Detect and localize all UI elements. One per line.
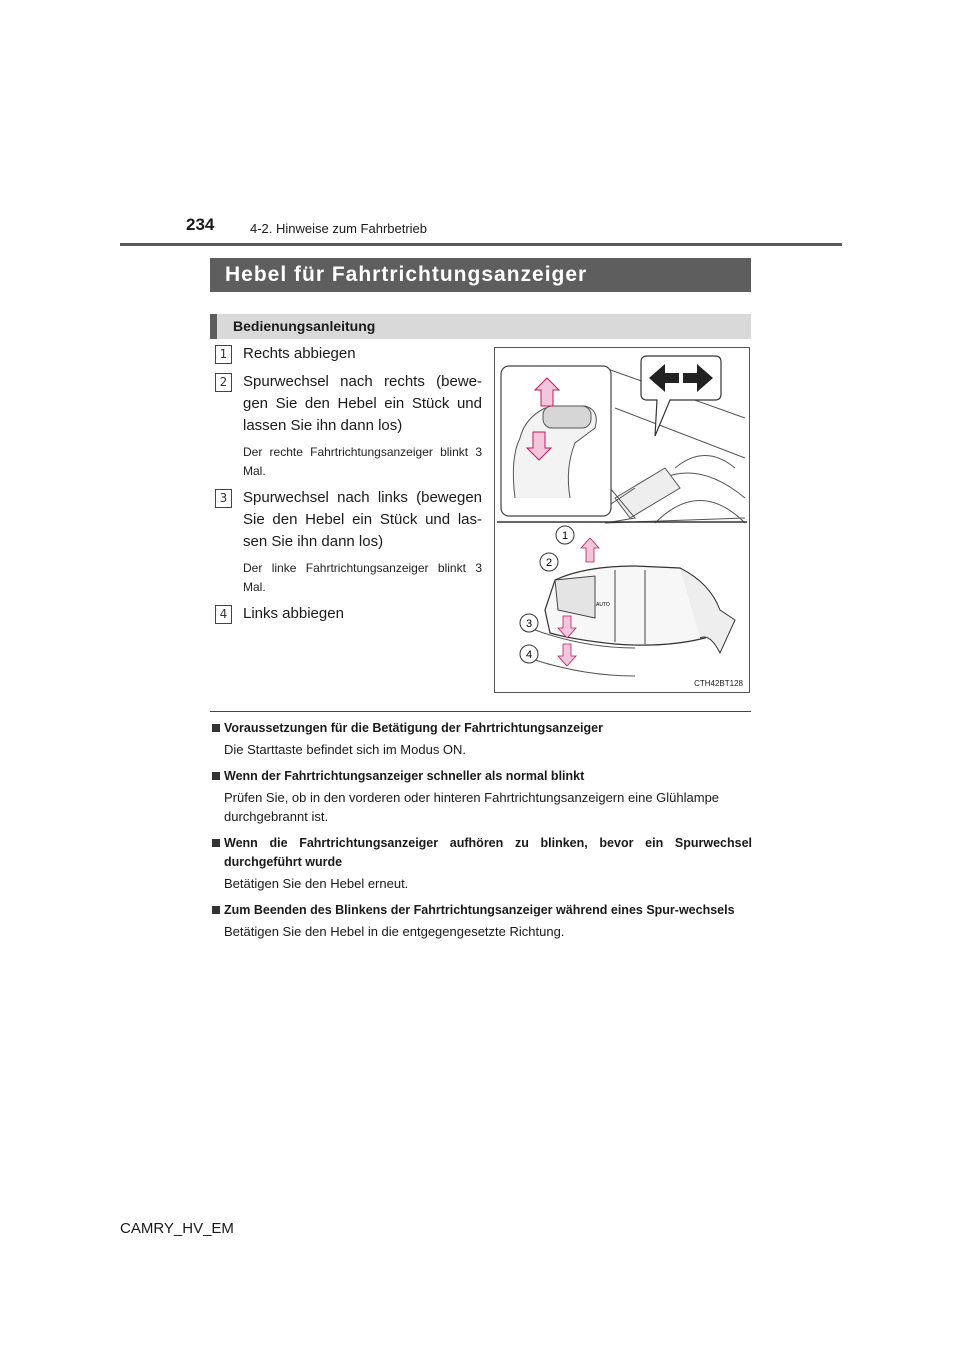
- callout-2: [540, 553, 558, 571]
- svg-text:1: 1: [561, 530, 569, 542]
- step-number: 4: [215, 605, 232, 624]
- square-bullet-icon: [212, 906, 220, 914]
- footer-model-code: CAMRY_HV_EM: [120, 1220, 234, 1237]
- auto-label: AUTO: [596, 602, 610, 608]
- step-2: [215, 371, 482, 481]
- step-number: 2: [215, 373, 232, 392]
- step-3: [215, 487, 482, 597]
- turn-signal-lever-figure: [494, 347, 750, 693]
- note-1: [212, 719, 752, 759]
- step-1: [215, 343, 482, 365]
- step-text: Links abbiegen: [243, 605, 344, 622]
- note-body: Betätigen Sie den Hebel in die entgegengesetzte Richtung.: [224, 924, 565, 939]
- step-text: Spurwechsel nach links (bewegen Sie den Hebel ein Stück und las-sen Sie ihn dann los): [243, 489, 482, 550]
- notes-list: [212, 719, 752, 949]
- note-heading: Wenn die Fahrtrichtungsanzeiger aufhören zu blinken, bevor ein Spurwechsel durchgeführt wurde: [212, 834, 752, 872]
- step-text: Spurwechsel nach rechts (bewe-gen Sie den Hebel ein Stück und lassen Sie ihn dann los): [243, 373, 482, 434]
- note-body: Prüfen Sie, ob in den vorderen oder hinteren Fahrtrichtungsanzeigern eine Glühlampe durchgebrannt ist.: [224, 790, 720, 824]
- lever-illustration: [495, 348, 749, 692]
- note-heading: Voraussetzungen für die Betätigung der Fahrtrichtungsanzeiger: [212, 719, 752, 738]
- figure-code: CTH42BT128: [694, 679, 743, 688]
- step-number: 3: [215, 489, 232, 508]
- notes-divider: [210, 711, 751, 712]
- note-heading: Wenn der Fahrtrichtungsanzeiger schneller als normal blinkt: [212, 767, 752, 786]
- steps-list: [215, 343, 482, 631]
- page-title: Hebel für Fahrtrichtungsanzeiger: [210, 258, 751, 292]
- note-body: Betätigen Sie den Hebel erneut.: [224, 876, 409, 891]
- header-rule: [120, 243, 842, 246]
- step-number: 1: [215, 345, 232, 364]
- note-3: [212, 834, 752, 893]
- note-2: [212, 767, 752, 826]
- note-body: Die Starttaste befindet sich im Modus ON.: [224, 742, 467, 757]
- section-subtitle: Bedienungsanleitung: [210, 314, 751, 339]
- callout-1-arrow-icon: [581, 538, 599, 562]
- square-bullet-icon: [212, 772, 220, 780]
- svg-text:4: 4: [525, 649, 533, 661]
- note-4: [212, 901, 752, 941]
- note-heading: Zum Beenden des Blinkens der Fahrtrichtungsanzeiger während eines Spur-wechsels: [212, 901, 752, 920]
- step-4: [215, 603, 482, 625]
- callout-3: [520, 614, 538, 632]
- step-note: Der rechte Fahrtrichtungsanzeiger blinkt 3 Mal.: [243, 445, 482, 478]
- page-number: 234: [186, 215, 215, 234]
- callout-1: [556, 526, 574, 544]
- callout-4: [520, 645, 538, 663]
- callout-4-arrow-icon: [558, 644, 576, 666]
- svg-text:2: 2: [545, 557, 553, 569]
- svg-text:3: 3: [525, 618, 533, 630]
- section-reference: 4-2. Hinweise zum Fahrbetrieb: [250, 221, 428, 236]
- square-bullet-icon: [212, 724, 220, 732]
- step-note: Der linke Fahrtrichtungsanzeiger blinkt 3 Mal.: [243, 561, 482, 594]
- square-bullet-icon: [212, 839, 220, 847]
- direction-bubble: [641, 356, 721, 436]
- step-text: Rechts abbiegen: [243, 345, 356, 362]
